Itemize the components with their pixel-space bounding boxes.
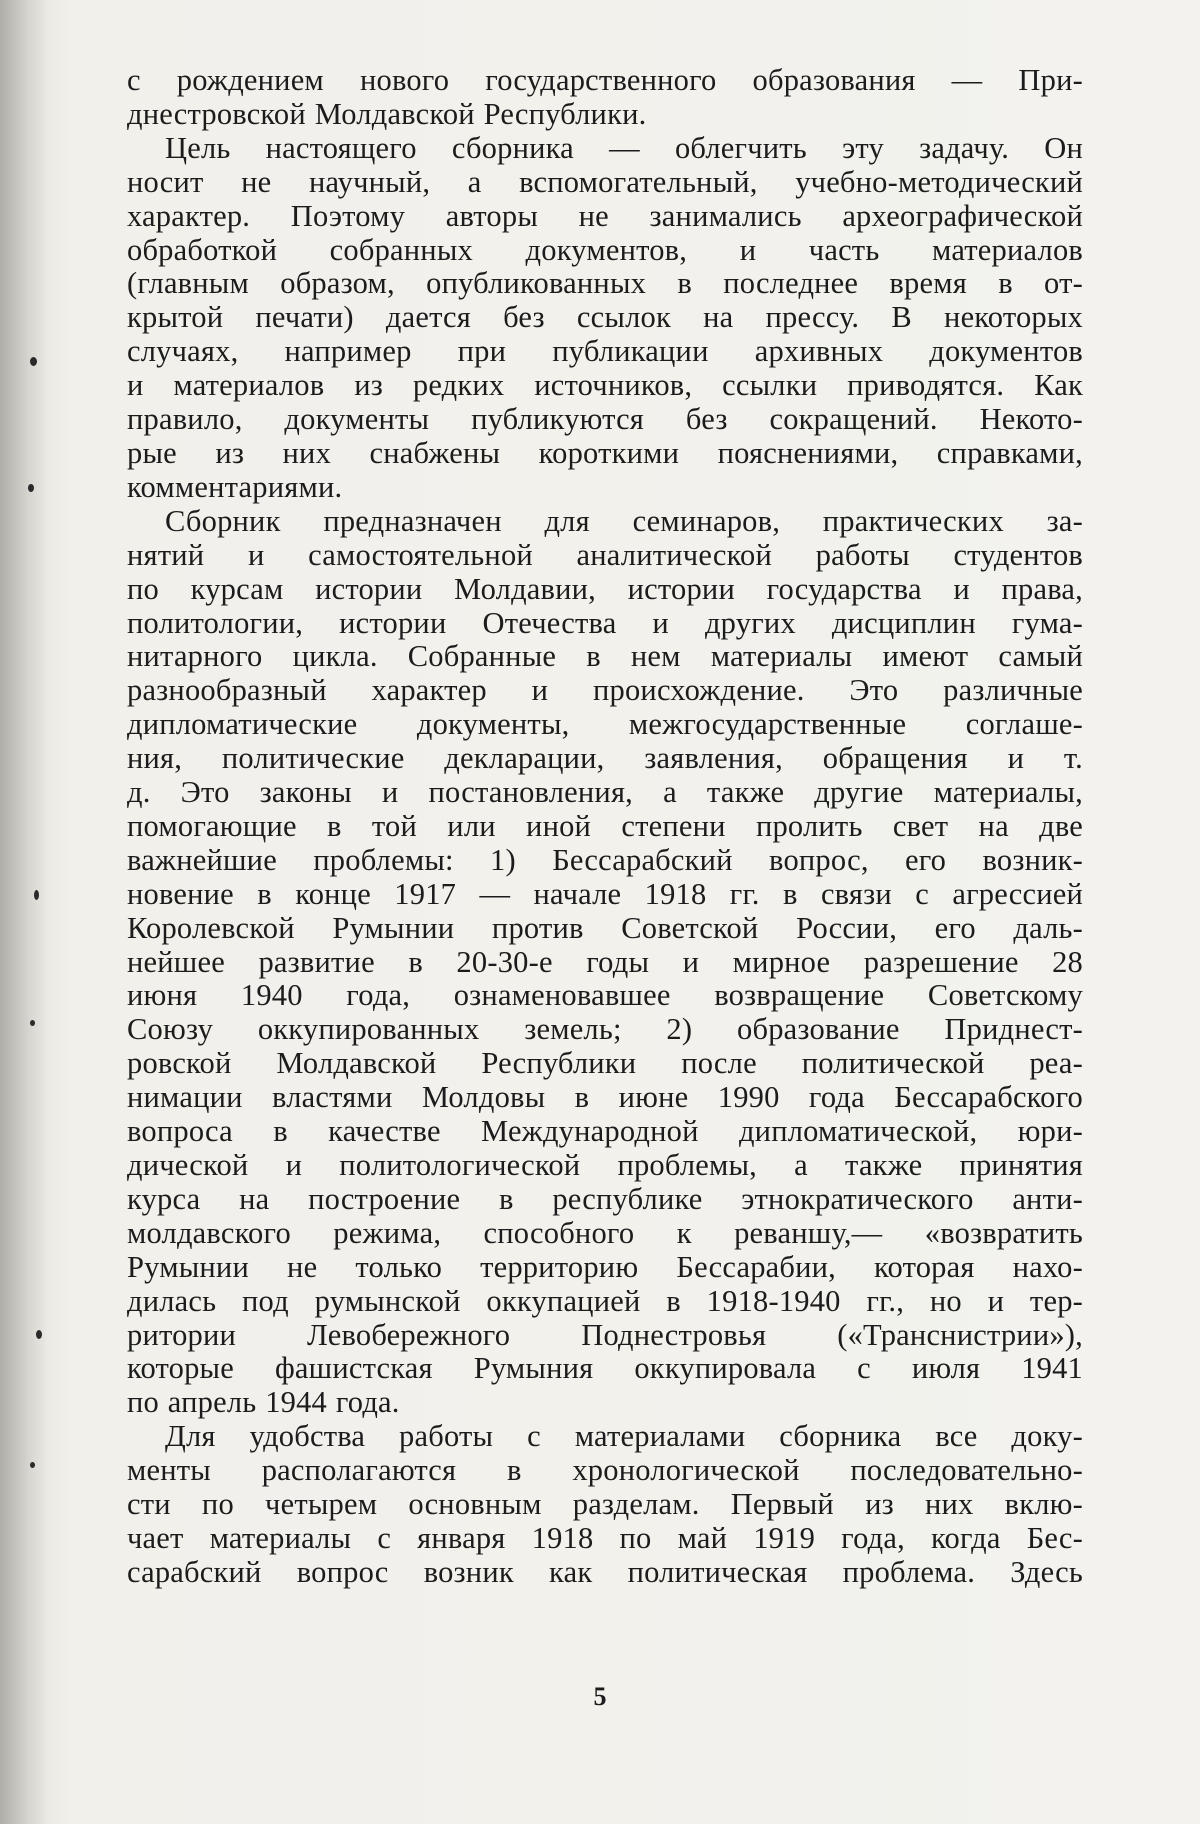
text-line: вопроса в качестве Международной дипломатической, юри- [127,1114,1083,1149]
text-line: комментариями. [127,469,343,504]
text-line: по апрель 1944 года. [127,1385,400,1420]
margin-speck [36,1330,42,1339]
text-line: с рождением нового государственного образования — При- [127,63,1083,97]
text-line: которые фашистская Румыния оккупировала с июля 1941 [127,1351,1083,1386]
text-line: Союзу оккупированных земель; 2) образование Приднест- [127,1012,1083,1047]
text-line: нятий и самостоятельной аналитической работы студентов [127,537,1083,572]
text-line: помогающие в той или иной степени пролить свет на две [127,808,1083,843]
margin-speck [30,1020,35,1026]
text-line: по курсам истории Молдавии, истории государства и права, [127,571,1083,606]
text-line: дической и политологической проблемы, а также принятия [127,1148,1083,1182]
text-line: Сборник предназначен для семинаров, практических за- [165,503,1083,538]
text-line: носит не научный, а вспомогательный, учебно-методический [127,164,1083,199]
text-line: июня 1940 года, ознаменовавшее возвращение Советскому [127,978,1083,1013]
text-line: и материалов из редких источников, ссылки приводятся. Как [127,368,1083,403]
text-line: ровской Молдавской Республики после политической реа- [127,1046,1083,1081]
text-line: ния, политические декларации, заявления, обращения и т. [127,741,1083,776]
text-line: Цель настоящего сборника — облегчить эту задачу. Он [165,130,1083,165]
text-line: дилась под румынской оккупацией в 1918-1940 гг., но и тер- [127,1283,1083,1318]
text-line: молдавского режима, способного к реваншу,— «возвратить [127,1215,1083,1250]
text-line: Королевской Румынии против Советской России, его даль- [127,910,1083,945]
text-line: Румынии не только территорию Бессарабии, которая нахо- [127,1249,1083,1284]
text-line: Для удобства работы с материалами сборника все доку- [165,1419,1083,1454]
body-text [127,64,1083,1590]
paragraph [127,132,1083,505]
text-line: днестровской Молдавской Республики. [127,96,647,131]
text-line: нейшее развитие в 20-30-е годы и мирное разрешение 28 [127,944,1083,979]
text-line: важнейшие проблемы: 1) Бессарабский вопрос, его возник- [127,842,1083,877]
text-line: ритории Левобережного Поднестровья («Транснистрии»), [127,1317,1083,1352]
text-line: рые из них снабжены короткими пояснениями, справками, [127,435,1083,470]
text-line: обработкой собранных документов, и часть материалов [127,232,1083,267]
text-line: курса на построение в республике этнократического анти- [127,1181,1083,1216]
text-line: чает материалы с января 1918 по май 1919 года, когда Бес- [127,1520,1083,1555]
text-line: сти по четырем основным разделам. Первый из них вклю- [127,1487,1083,1522]
text-line: разнообразный характер и происхождение. Это различные [127,673,1083,708]
page-number: 5 [593,1682,607,1711]
text-line: нимации властями Молдовы в июне 1990 года Бессарабского [127,1080,1083,1115]
text-line: крытой печати) дается без ссылок на прессу. В некоторых [127,300,1083,335]
page-spine-shadow [0,0,46,1824]
text-line: сарабский вопрос возник как политическая проблема. Здесь [127,1554,1083,1589]
text-line: характер. Поэтому авторы не занимались археографической [127,198,1083,233]
margin-speck [34,890,39,900]
paragraph [127,1420,1083,1590]
text-line: политологии, истории Отечества и других дисциплин гума- [127,605,1083,640]
text-line: новение в конце 1917 — начале 1918 гг. в связи с агрессией [127,876,1083,911]
text-line: дипломатические документы, межгосударственные соглаше- [127,707,1083,742]
text-line: д. Это законы и постановления, а также другие материалы, [127,775,1083,810]
margin-speck [30,357,37,366]
margin-speck [28,484,34,492]
paragraph [127,505,1083,1420]
paragraph [127,64,1083,132]
text-line: правило, документы публикуются без сокращений. Некото- [127,402,1083,437]
text-line: нитарного цикла. Собранные в нем материалы имеют самый [127,639,1083,674]
text-line: случаях, например при публикации архивных документов [127,334,1083,369]
margin-speck [30,1462,35,1468]
text-line: менты располагаются в хронологической последовательно- [127,1453,1083,1488]
text-line: (главным образом, опубликованных в последнее время в от- [127,266,1083,301]
